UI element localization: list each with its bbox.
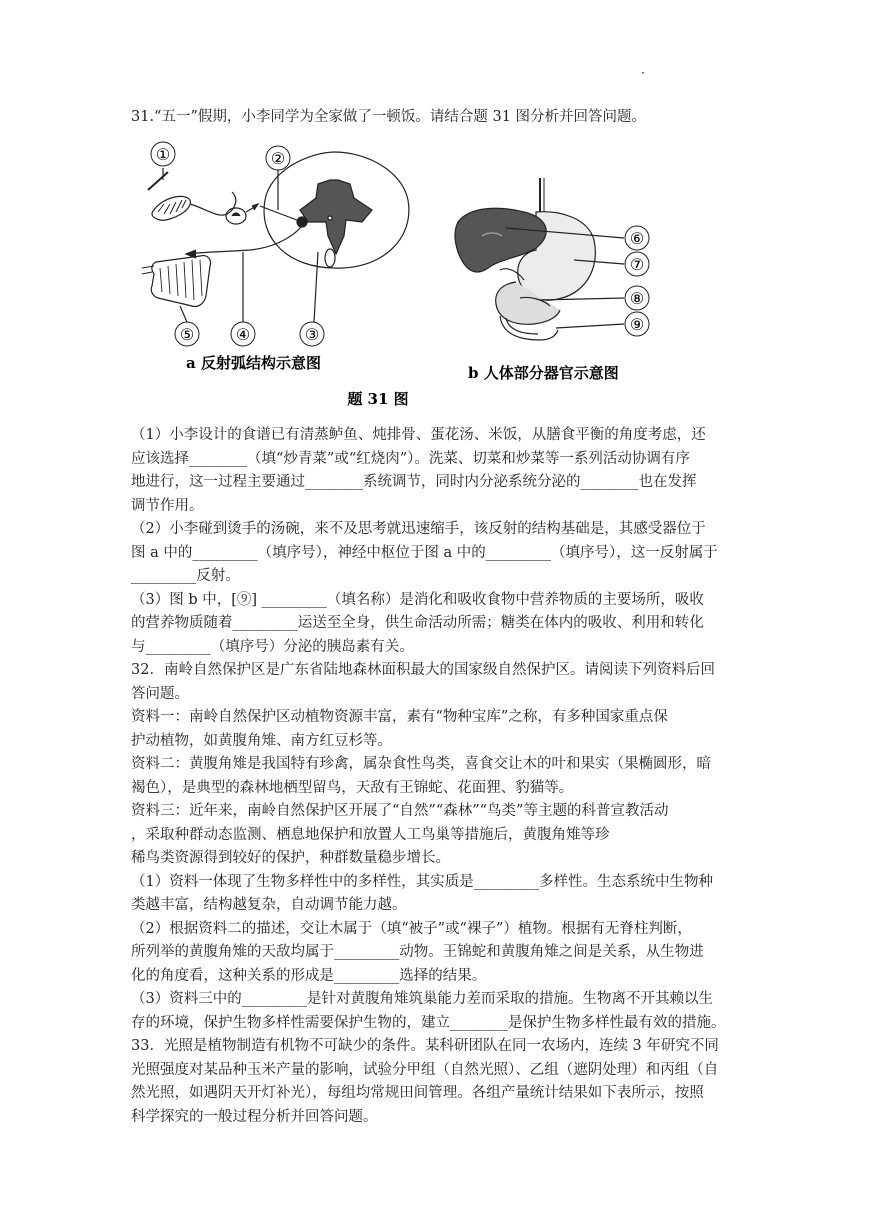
callout-4: ④ bbox=[235, 325, 251, 344]
text-line: 化的角度看，这种关系的形成是_________选择的结果。 bbox=[131, 967, 487, 984]
text-line: 资料三：近年来，南岭自然保护区开展了“自然”“森林”“鸟类”等主题的科普宣教活动 bbox=[131, 803, 669, 819]
text-line: 存的环境，保护生物多样性需要保护生物的，建立________是保护生物多样性最有效的措施。 bbox=[131, 1014, 726, 1031]
text-line: （1）小李设计的食谱已有清蒸鲈鱼、炖排骨、蛋花汤、米饭，从膳食平衡的角度考虑，还 bbox=[131, 427, 706, 443]
question-body bbox=[131, 424, 751, 1129]
question-31-intro: 31.“五一”假期，小李同学为全家做了一顿饭。请结合题 31 图分析并回答问题。 bbox=[131, 109, 647, 125]
text-line: 光照强度对某品种玉米产量的影响，试验分甲组（自然光照）、乙组（遮阴处理）和丙组（自 bbox=[131, 1061, 719, 1078]
text-line: 稀鸟类资源得到较好的保护，种群数量稳步增长。 bbox=[131, 850, 450, 866]
callout-1: ① bbox=[155, 145, 171, 164]
text-line: 资料二：黄腹角雉是我国特有珍禽，属杂食性鸟类，喜食交让木的叶和果实（果椭圆形，暗 bbox=[131, 756, 711, 772]
text-line: 32．南岭自然保护区是广东省陆地森林面积最大的国家级自然保护区。请阅读下列资料后回 bbox=[131, 662, 715, 678]
caption-b: b 人体部分器官示意图 bbox=[468, 364, 619, 382]
text-line: 33．光照是植物制造有机物不可缺少的条件。某科研团队在同一农场内，连续 3 年研究不同 bbox=[131, 1038, 719, 1054]
text-line: （1）资料一体现了生物多样性中的多样性，其实质是_________多样性。生态系统中生物种 bbox=[131, 873, 713, 890]
text-line: 图 a 中的_________（填序号），神经中枢位于图 a 中的_________（填序号），这一反射属于 bbox=[131, 544, 718, 561]
text-line: 调节作用。 bbox=[131, 497, 204, 514]
text-line: 地进行，这一过程主要通过________系统调节，同时内分泌系统分泌的________也在发挥 bbox=[131, 474, 697, 490]
text-line: 护动植物，如黄腹角雉、南方红豆杉等。 bbox=[131, 732, 392, 749]
text-line: 应该选择________（填“炒青菜”或“红烧肉”）。洗菜、切菜和炒菜等一系列活动协调有序 bbox=[131, 450, 690, 467]
callout-3: ③ bbox=[304, 325, 320, 344]
callout-7: ⑦ bbox=[629, 255, 645, 274]
text-line: 与_________（填序号）分泌的胰岛素有关。 bbox=[131, 638, 414, 655]
figure-31 bbox=[140, 140, 660, 415]
text-line: 科学探究的一般过程分析并回答问题。 bbox=[131, 1108, 378, 1125]
text-line: 答问题。 bbox=[131, 685, 189, 702]
text-line: 的营养物质随着_________运送至全身，供生命活动所需；糖类在体内的吸收、利用和转化 bbox=[131, 615, 704, 631]
callout-2: ② bbox=[270, 149, 286, 168]
organs-diagram bbox=[455, 178, 624, 340]
text-line: （2）根据资料二的描述，交让木属于（填“被子”或“裸子”）植物。根据有无脊柱判断， bbox=[131, 920, 692, 937]
callout-6: ⑥ bbox=[629, 229, 645, 248]
callout-9: ⑨ bbox=[629, 315, 645, 334]
text-line: ，采取种群动态监测、栖息地保护和放置人工鸟巢等措施后，黄腹角雉等珍 bbox=[131, 826, 610, 843]
header-mark: · bbox=[641, 66, 645, 80]
figure-title: 题 31 图 bbox=[347, 390, 409, 408]
caption-a: a 反射弧结构示意图 bbox=[186, 354, 321, 372]
text-line: （3）资料三中的_________是针对黄腹角雉筑巢能力差而采取的措施。生物离不开其赖以生 bbox=[131, 991, 713, 1007]
text-line: 资料一：南岭自然保护区动植物资源丰富，素有“物种宝库”之称，有多种国家重点保 bbox=[131, 709, 668, 725]
callout-8: ⑧ bbox=[629, 289, 645, 308]
text-line: 然光照，如遇阴天开灯补光），每组均常规田间管理。各组产量统计结果如下表所示，按照 bbox=[131, 1085, 704, 1101]
text-line: （3）图 b 中，[⑨] _________（填名称）是消化和吸收食物中营养物质的主要场所，吸收 bbox=[131, 591, 704, 608]
text-line: 所列举的黄腹角雉的天敌均属于_________动物。王锦蛇和黄腹角雉之间是关系，从生物进 bbox=[131, 944, 704, 960]
text-line: 褐色），是典型的森林地栖型留鸟，天敌有王锦蛇、花面狸、豹猫等。 bbox=[131, 779, 574, 796]
text-line: _________反射。 bbox=[131, 568, 240, 584]
callout-5: ⑤ bbox=[179, 325, 195, 344]
callouts-a bbox=[151, 142, 324, 346]
reflex-arc-diagram bbox=[142, 152, 409, 322]
text-line: 类越丰富，结构越复杂，自动调节能力越。 bbox=[131, 897, 407, 913]
text-line: （2）小李碰到烫手的汤碗，来不及思考就迅速缩手，该反射的结构基础是，其感受器位于 bbox=[131, 521, 706, 537]
